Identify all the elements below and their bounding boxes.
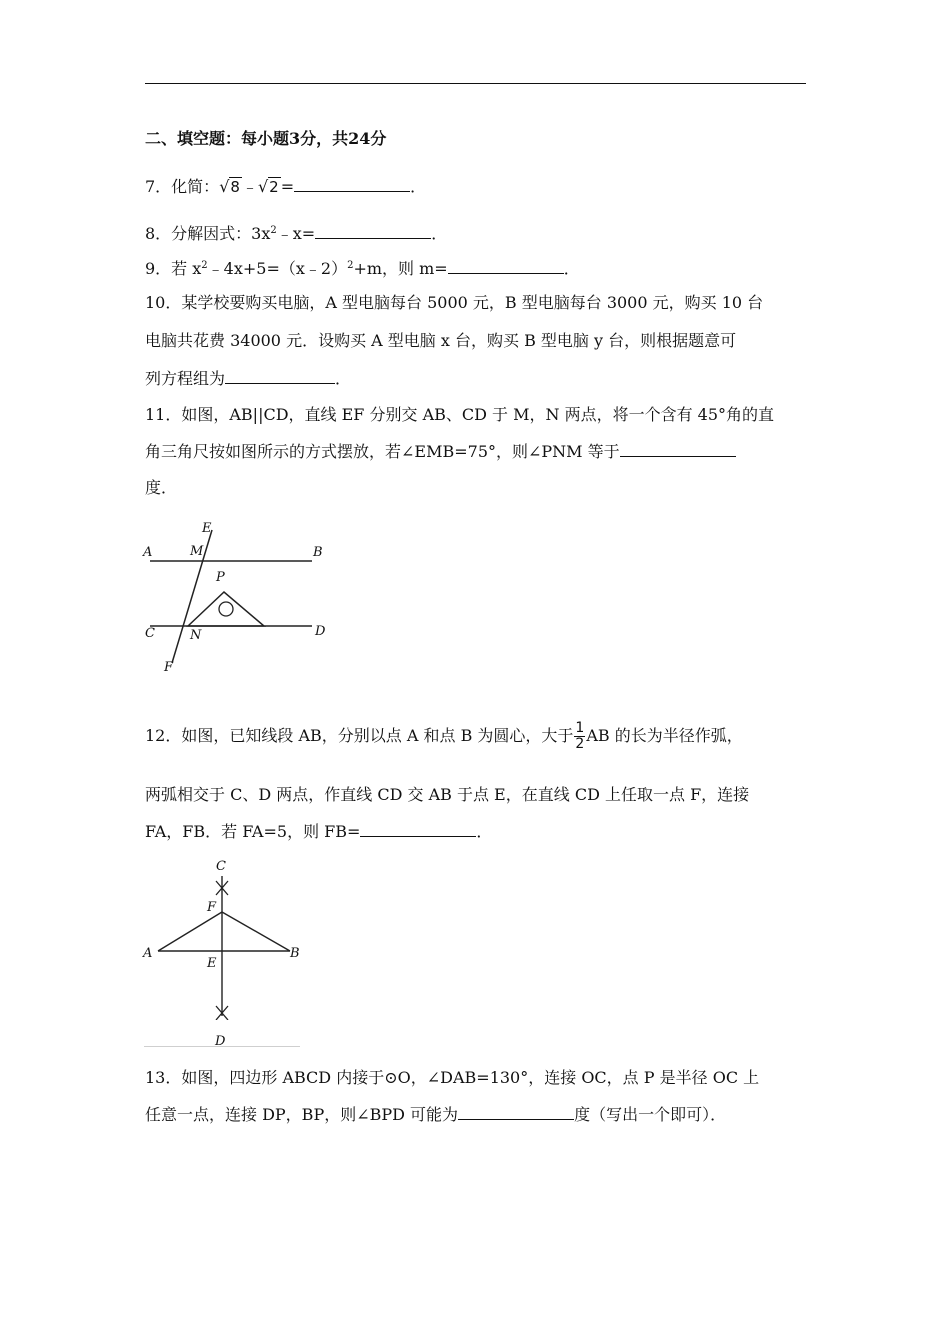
q12-line-1	[145, 721, 743, 752]
label-a: A	[143, 545, 153, 560]
q11-line-2	[145, 441, 736, 462]
q9-end: ．	[563, 259, 580, 278]
label-d: D	[315, 624, 326, 639]
q9-exponent-2: 2	[347, 260, 354, 271]
label-d: D	[215, 1034, 226, 1049]
q9-answer-blank[interactable]	[448, 258, 564, 274]
q12-line-3-prefix: FA，FB．若 FA=5，则 FB=	[145, 822, 361, 841]
q8-answer-blank[interactable]	[315, 223, 431, 239]
q12-figure	[140, 856, 310, 1020]
q11-figure	[140, 518, 340, 678]
q10-line-3	[145, 368, 351, 389]
q13-line-1: 13．如图，四边形 ABCD 内接于⊙O，∠DAB=130°，连接 OC，点 P 是半径 OC 上	[145, 1068, 760, 1087]
label-c: C	[216, 859, 226, 874]
q13-line-2-suffix: 度（写出一个即可）．	[574, 1105, 727, 1124]
q12-line-3	[145, 821, 492, 842]
label-m: M	[190, 544, 204, 559]
label-a: A	[143, 946, 153, 961]
label-e: E	[202, 521, 212, 536]
label-f: F	[164, 660, 174, 675]
set-square-hole	[219, 602, 233, 616]
q11-line-3: 度．	[145, 478, 178, 497]
q8-exponent: 2	[270, 225, 277, 236]
fraction-denominator: 2	[575, 736, 585, 752]
sqrt-8: √8	[219, 177, 240, 196]
label-p: P	[216, 570, 225, 585]
q8-rest: ﹣x=	[276, 224, 316, 243]
q13-answer-blank[interactable]	[458, 1104, 574, 1120]
label-b: B	[290, 946, 300, 961]
q9-rest: +m，则 m=	[353, 259, 448, 278]
label-c: C	[145, 626, 155, 641]
sqrt-2: √2	[257, 177, 279, 196]
q10-answer-blank[interactable]	[225, 368, 335, 384]
question-7	[145, 176, 426, 197]
q10-line-3-prefix: 列方程组为	[145, 369, 226, 388]
top-rule	[145, 83, 806, 84]
fraction-one-half	[574, 721, 585, 752]
q7-end: ．	[410, 177, 427, 196]
label-b: B	[313, 545, 323, 560]
q10-end: ．	[335, 369, 352, 388]
q11-answer-blank[interactable]	[620, 441, 736, 457]
q7-prefix: 7．化简：	[145, 177, 220, 196]
set-square-triangle	[188, 592, 264, 626]
q9-middle: ﹣4x+5=（x﹣2）	[207, 259, 348, 278]
sqrt-2-radicand: 2	[269, 178, 279, 196]
q12-line-2: 两弧相交于 C、D 两点，作直线 CD 交 AB 于点 E，在直线 CD 上任取一点 F，连接	[145, 785, 750, 804]
q12-figure-label-d	[210, 1030, 230, 1050]
label-f: F	[207, 900, 217, 915]
section-title: 二、填空题：每小题3分，共24分	[145, 129, 387, 148]
q12-end: ．	[476, 822, 493, 841]
sqrt-8-radicand: 8	[230, 178, 240, 196]
q10-line-1: 10．某学校要购买电脑，A 型电脑每台 5000 元，B 型电脑每台 3000 元，购买 10 台	[145, 293, 764, 312]
q12-answer-blank[interactable]	[360, 821, 476, 837]
q7-minus: ﹣	[241, 177, 258, 196]
label-n: N	[190, 628, 202, 643]
segment-fb	[222, 912, 290, 951]
segment-fa	[158, 912, 222, 951]
q12-line-1-suffix: AB 的长为半径作弧，	[586, 726, 743, 745]
q7-equals: =	[280, 177, 295, 196]
label-e: E	[207, 956, 217, 971]
q11-line-1: 11．如图，AB||CD，直线 EF 分别交 AB、CD 于 M，N 两点，将一个含有 45°角的直	[145, 405, 775, 424]
question-9	[145, 258, 580, 279]
q8-prefix: 8．分解因式：3x	[145, 224, 271, 243]
question-8	[145, 223, 447, 244]
q13-line-2	[145, 1104, 726, 1125]
q11-line-2-prefix: 角三角尺按如图所示的方式摆放，若∠EMB=75°，则∠PNM 等于	[145, 442, 620, 461]
fraction-numerator: 1	[575, 720, 585, 736]
q9-exponent-1: 2	[201, 260, 208, 271]
q12-line-1-prefix: 12．如图，已知线段 AB，分别以点 A 和点 B 为圆心，大于	[145, 726, 574, 745]
q8-end: ．	[431, 224, 448, 243]
q13-line-2-prefix: 任意一点，连接 DP，BP，则∠BPD 可能为	[145, 1105, 459, 1124]
q7-answer-blank[interactable]	[294, 176, 410, 192]
q9-prefix: 9．若 x	[145, 259, 202, 278]
q10-line-2: 电脑共花费 34000 元．设购买 A 型电脑 x 台，购买 B 型电脑 y 台，则根据题意可	[145, 331, 737, 350]
